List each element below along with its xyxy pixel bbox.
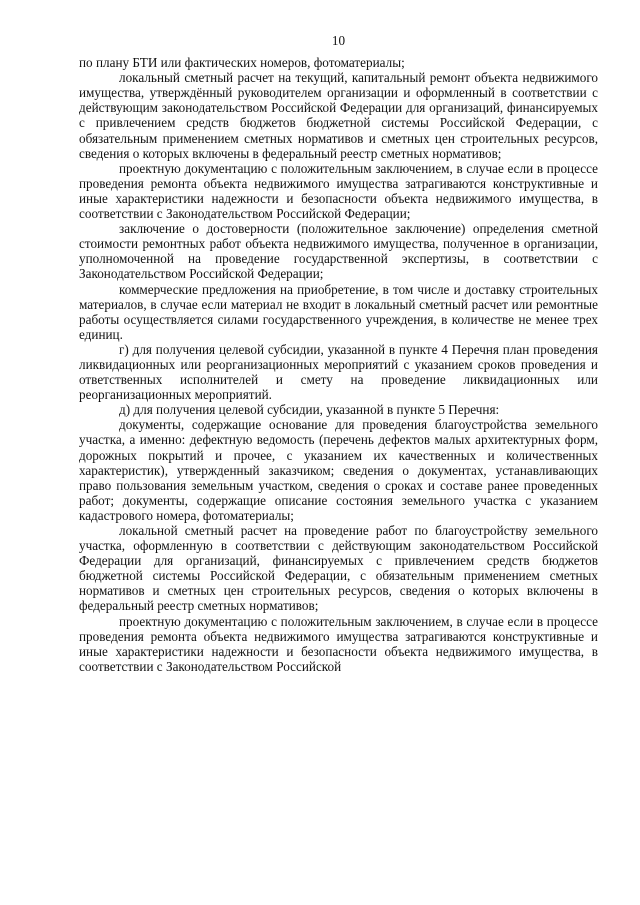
page-number: 10: [331, 33, 346, 48]
paragraph-7: документы, содержащие основание для проведения благоустройства земельного участка, а именно: дефектную ведомость (перечень дефектов малых архитектурных форм, дорожных покрытий и прочее, с указанием их качественных и количественных характеристик), утвержденный заказчиком; сведения о документах, устанавливающих право пользования земельным участком, сведения о сроках и составе ранее проведенных работ; документы, содержащие описание состояния земельного участка с указанием кадастрового номера, фотоматериалы;: [79, 417, 598, 523]
paragraph-5: г) для получения целевой субсидии, указанной в пункте 4 Перечня план проведения ликвидационных или реорганизационных мероприятий с указанием сроков проведения и ответственных исполнителей и смету на проведение ликвидационных или реорганизационных мероприятий.: [79, 341, 598, 403]
paragraph-6: д) для получения целевой субсидии, указанной в пункте 5 Перечня:: [119, 402, 500, 418]
paragraph-1: локальный сметный расчет на текущий, капитальный ремонт объекта недвижимого имущества, утверждённый руководителем организации и оформленный в соответствии с действующим законодательством Российской Федерации для организаций, финансируемых с привлечением средств бюджетов бюджетной системы Российской Федерации, с обязательным применением сметных нормативов и сметных цен строительных ресурсов, сведения о которых включены в федеральный реестр сметных нормативов;: [79, 70, 598, 161]
paragraph-8: локальной сметный расчет на проведение работ по благоустройству земельного участка, оформленную в соответствии с действующим законодательством Российской Федерации для организаций, финансируемых с привлечением средств бюджетов бюджетной системы Российской Федерации, с обязательным применением сметных нормативов и сметных цен строительных ресурсов, сведения о которых включены в федеральный реестр сметных нормативов;: [79, 523, 598, 614]
paragraph-3: заключение о достоверности (положительное заключение) определения сметной стоимости ремонтных работ объекта недвижимого имущества, полученное в организации, уполномоченной на проведение государственной экспертизы, в соответствии с Законодательством Российской Федерации;: [79, 221, 598, 282]
paragraph-9: проектную документацию с положительным заключением, в случае если в процессе проведения ремонта объекта недвижимого имущества затрагиваются конструктивные и иные характеристики надежности и безопасности объекта недвижимого имущества, в соответствии с Законодательством Российской: [79, 613, 598, 674]
paragraph-4: коммерческие предложения на приобретение, в том числе и доставку строительных материалов, в случае если материал не входит в локальный сметный расчет или ремонтные работы осуществляется силами государственного учреждения, в количестве не менее трех единиц.: [79, 281, 598, 342]
paragraph-0: по плану БТИ или фактических номеров, фотоматериалы;: [79, 55, 405, 71]
paragraph-2: проектную документацию с положительным заключением, в случае если в процессе проведения ремонта объекта недвижимого имущества затрагиваются конструктивные и иные характеристики надежности и безопасности объекта недвижимого имущества, в соответствии с Законодательством Российской Федерации;: [79, 160, 598, 222]
